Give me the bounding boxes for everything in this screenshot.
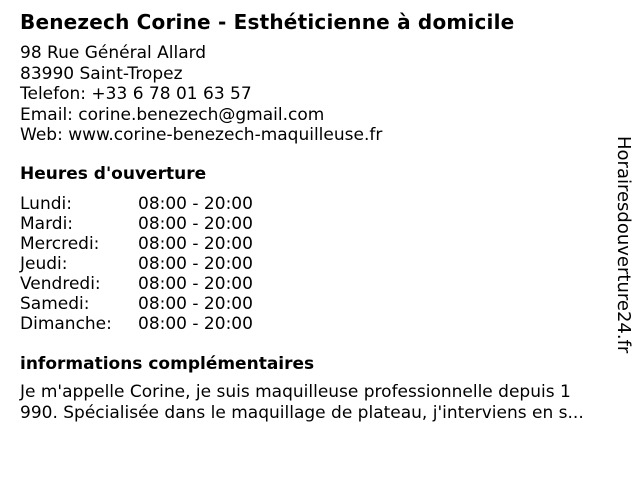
hours-row-tuesday: [20, 214, 253, 234]
additional-info-heading: informations complémentaires: [20, 354, 315, 374]
phone-line: Telefon: +33 6 78 01 63 57: [20, 84, 252, 104]
time-range: 08:00 - 20:00: [138, 214, 253, 234]
time-range: 08:00 - 20:00: [138, 314, 253, 334]
address-city: 83990 Saint-Tropez: [20, 63, 183, 84]
hours-row-monday: [20, 194, 253, 214]
hours-row-thursday: [20, 254, 253, 274]
day-label: Dimanche:: [20, 314, 112, 334]
hours-row-friday: [20, 274, 253, 294]
email-line: Email: corine.benezech@gmail.com: [20, 104, 325, 125]
site-watermark: Horairesdouverture24.fr: [613, 136, 634, 354]
time-range: 08:00 - 20:00: [138, 234, 253, 254]
time-range: 08:00 - 20:00: [138, 294, 253, 314]
hours-row-sunday: [20, 314, 253, 334]
description-line: Je m'appelle Corine, je suis maquilleuse professionnelle depuis 1: [20, 382, 571, 402]
opening-hours-heading: Heures d'ouverture: [20, 164, 207, 184]
address-street: 98 Rue Général Allard: [20, 43, 207, 63]
day-label: Samedi:: [20, 294, 90, 314]
day-label: Vendredi:: [20, 274, 101, 294]
time-range: 08:00 - 20:00: [138, 274, 253, 294]
page-title: Benezech Corine - Esthéticienne à domicile: [20, 10, 515, 34]
opening-hours-table: [20, 194, 253, 334]
contact-block: [20, 43, 382, 146]
description-line: 990. Spécialisée dans le maquillage de plateau, j'interviens en s...: [20, 403, 584, 423]
website-line: Web: www.corine-benezech-maquilleuse.fr: [20, 125, 383, 145]
hours-row-saturday: [20, 294, 253, 314]
day-label: Lundi:: [20, 194, 72, 214]
hours-row-wednesday: [20, 234, 253, 254]
description-text: [20, 382, 610, 424]
time-range: 08:00 - 20:00: [138, 194, 253, 214]
time-range: 08:00 - 20:00: [138, 254, 253, 274]
day-label: Mardi:: [20, 214, 74, 234]
day-label: Mercredi:: [20, 234, 100, 254]
day-label: Jeudi:: [20, 254, 68, 274]
